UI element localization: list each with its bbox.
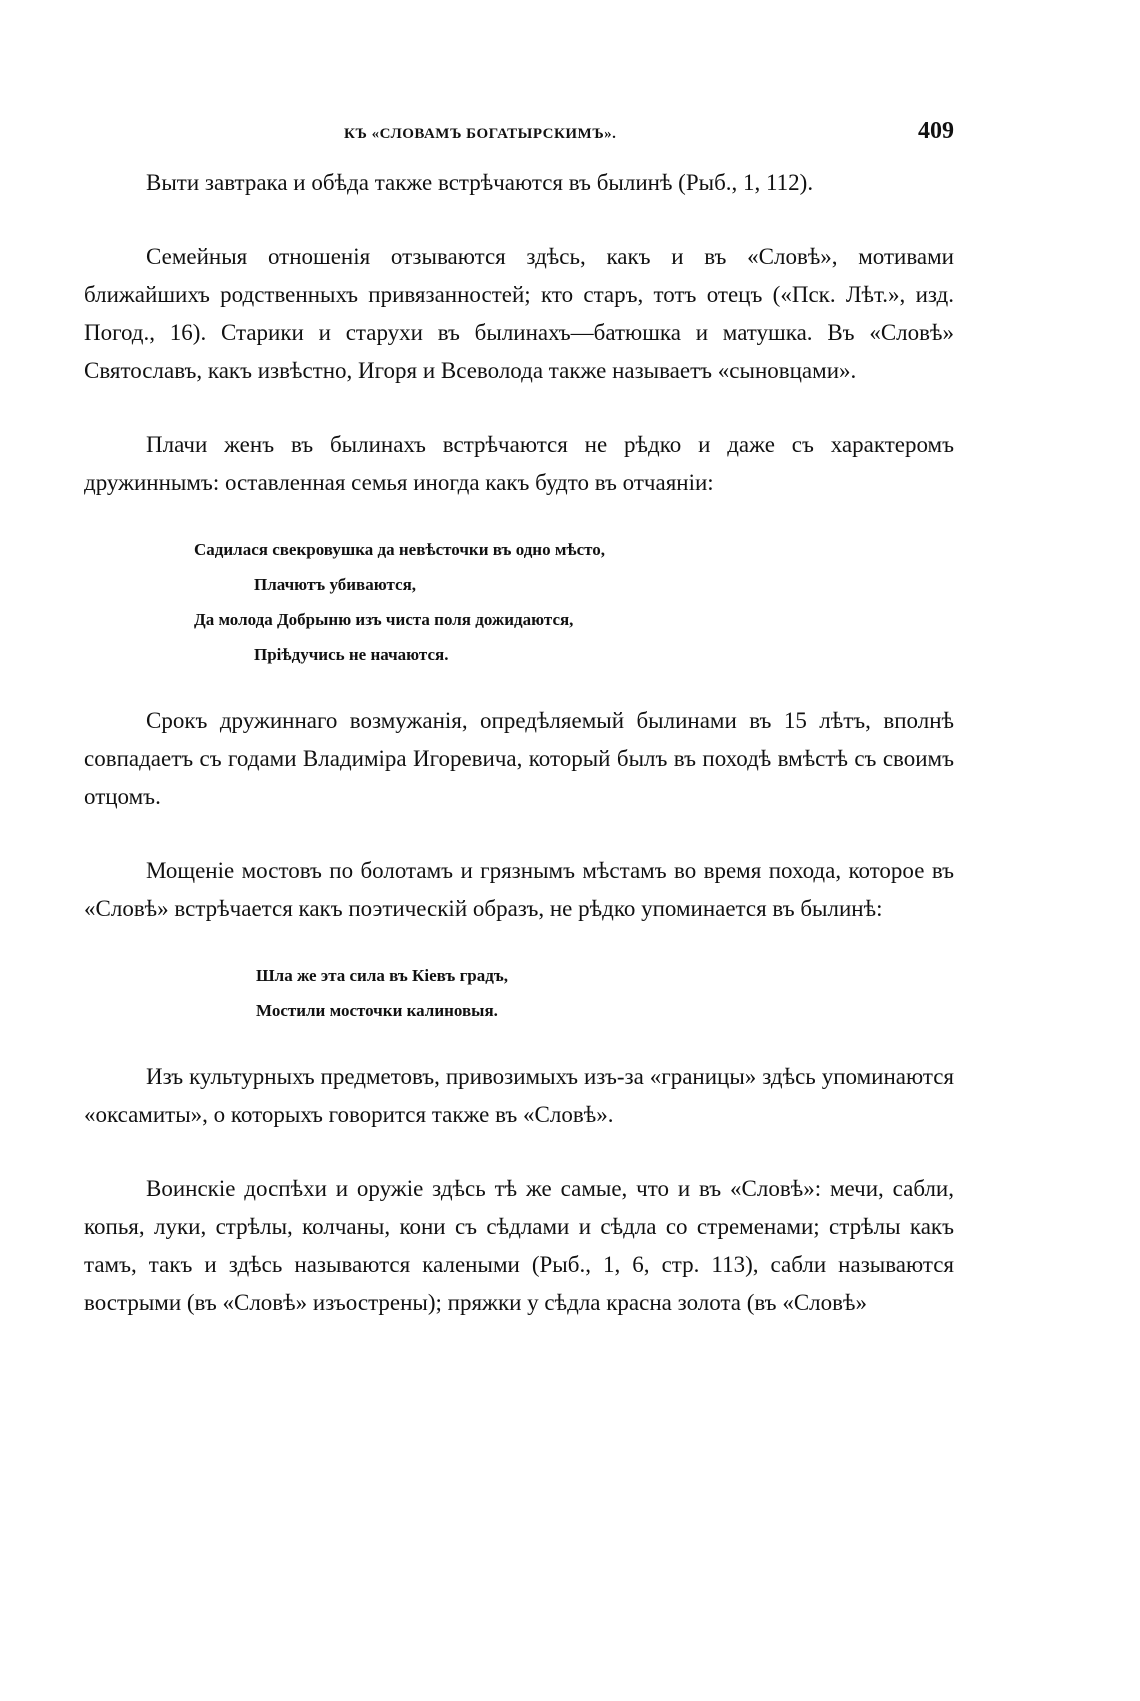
page	[84, 112, 954, 1322]
verse-line: Пріѣдучись не начаются.	[254, 645, 449, 664]
paragraph-bridges: Мощеніе мостовъ по болотамъ и грязнымъ мѣстамъ во время похода, которое въ «Словѣ» встрѣчается какъ поэтическій образъ, не рѣдко упоминается въ былинѣ:	[84, 858, 954, 921]
page-number: 409	[918, 118, 954, 144]
paragraph-laments: Плачи женъ въ былинахъ встрѣчаются не рѣдко и даже съ характеромъ дружиннымъ: оставленная семья иногда какъ будто въ отчаяніи:	[84, 432, 954, 495]
verse-line: Плачютъ убиваются,	[254, 575, 417, 594]
page-header	[84, 112, 954, 152]
verse-line: Мостили мосточки калиновыя.	[256, 1001, 498, 1020]
verse-line: Да молода Добрыню изъ чиста поля дожидаются,	[194, 610, 574, 629]
paragraph-culture: Изъ культурныхъ предметовъ, привозимыхъ изъ-за «границы» здѣсь упоминаются «оксамиты», о которыхъ говорится также въ «Словѣ».	[84, 1064, 954, 1127]
verse-bridges	[84, 958, 954, 1028]
verse-line: Шла же эта сила въ Кіевъ градъ,	[256, 966, 509, 985]
paragraph-family: Семейныя отношенія отзываются здѣсь, какъ и въ «Словѣ», мотивами ближайшихъ родственныхъ привязанностей; кто старъ, тотъ отецъ («Пск. Лѣт.», изд. Погод., 16). Старики и старухи въ былинахъ—батюшка и матушка. Въ «Словѣ» Святославъ, какъ извѣстно, Игоря и Всеволода также называетъ «сыновцами».	[84, 244, 954, 383]
running-head: КЪ «СЛОВАМЪ БОГАТЫРСКИМЪ».	[344, 126, 617, 142]
paragraph-armour: Воинскіе доспѣхи и оружіе здѣсь тѣ же самые, что и въ «Словѣ»: мечи, сабли, копья, луки, стрѣлы, колчаны, кони съ сѣдлами и сѣдла со стременами; стрѣлы какъ тамъ, такъ и здѣсь называются калеными (Рыб., 1, 6, стр. 113), сабли называются вострыми (въ «Словѣ» изъострены); пряжки у сѣдла красна золота (въ «Словѣ»	[84, 1176, 954, 1315]
verse-laments	[84, 532, 954, 672]
paragraph-age: Срокъ дружиннаго возмужанія, опредѣляемый былинами въ 15 лѣтъ, вполнѣ совпадаетъ съ годами Владиміра Игоревича, который былъ въ походѣ вмѣстѣ съ своимъ отцомъ.	[84, 708, 954, 809]
paragraph-meals: Выти завтрака и обѣда также встрѣчаются въ былинѣ (Рыб., 1, 112).	[146, 170, 814, 195]
verse-line: Садилася свекровушка да невѣсточки въ одно мѣсто,	[194, 540, 606, 559]
